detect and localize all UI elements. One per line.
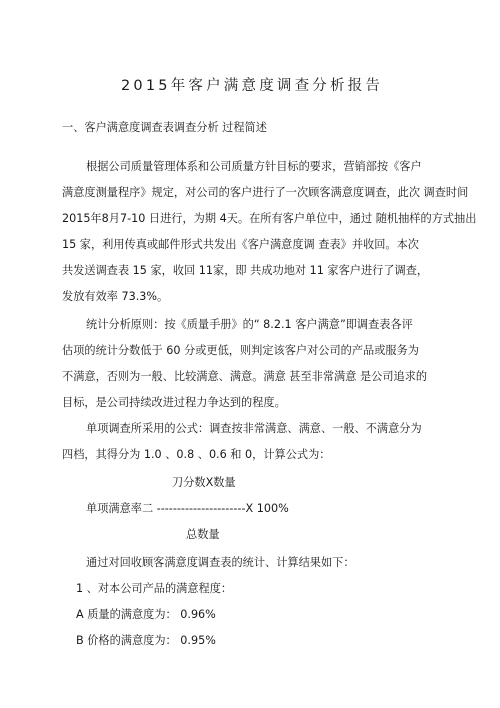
results-intro: 通过对回收顾客满意度调查表的统计、计算结果如下：: [86, 556, 355, 569]
paragraph-line: 15 家，利用传真或邮件形式共发出《客户满意度调 查表》并收回。本次: [62, 238, 419, 251]
paragraph-line: 共发送调查表 15 家，收回 11家，即 共成功地对 11 家客户进行了调查，: [62, 264, 429, 277]
paragraph-line: 四档，其得分为 1.0 、0.8 、0.6 和 0，计算公式为：: [62, 448, 331, 461]
document-title: 2015年客户满意度调查分析报告: [121, 78, 384, 94]
formula-denominator: 总数量: [186, 528, 220, 541]
formula-numerator: 刀分数X数量: [172, 476, 236, 489]
paragraph-line: 满意度测量程序》规定，对公司的客户进行了一次顾客满意度调查，此次 调查时间: [62, 186, 469, 199]
paragraph-line: 统计分析原则：按《质量手册》的“ 8.2.1 客户满意”即调查表各评: [86, 318, 413, 331]
paragraph-line: 单项调查所采用的公式：调查按非常满意、满意、一般、不满意分为: [86, 422, 422, 435]
formula-line: 单项满意率二 ----------------------X 100%: [86, 502, 289, 515]
paragraph-line: 2015年8月7-10 日进行，为期 4天。在所有客户单位中，通过 随机抽样的方式抽出: [62, 212, 477, 225]
paragraph-line: 不满意，否则为一般、比较满意、满意。满意 甚至非常满意 是公司追求的: [62, 370, 428, 383]
paragraph-line: 发放有效率 73.3%。: [62, 290, 169, 303]
paragraph-line: 目标，是公司持续改进过程力争达到的程度。: [62, 396, 286, 409]
paragraph-line: 估项的统计分数低于 60 分或更低，则判定该客户对公司的产品或服务为: [62, 344, 419, 357]
results-item-heading: 1 、对本公司产品的满意程度：: [76, 582, 233, 595]
results-item-price: B 价格的满意度为： 0.95%: [76, 634, 216, 647]
section-heading: 一、客户满意度调查表调查分析 过程简述: [62, 121, 267, 134]
results-item-quality: A 质量的满意度为： 0.96%: [76, 608, 216, 621]
paragraph-line: 根据公司质量管理体系和公司质量方针目标的要求，营销部按《客户: [86, 160, 422, 173]
